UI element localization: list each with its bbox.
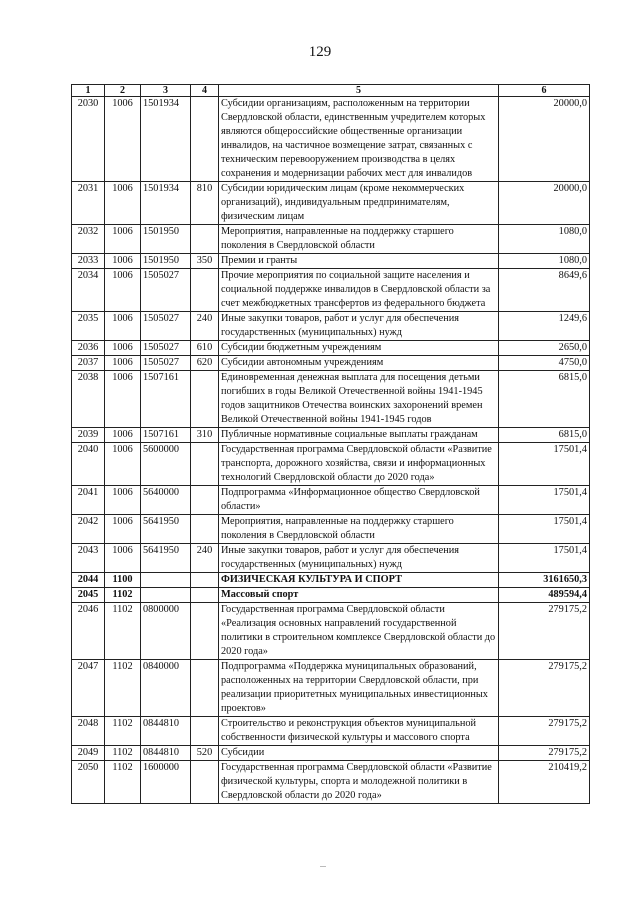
row-expense-type <box>191 603 219 660</box>
row-target-article: 5641950 <box>141 515 191 544</box>
row-name: Субсидии бюджетным учреждениям <box>219 341 499 356</box>
row-target-article: 1501934 <box>141 182 191 225</box>
row-name: Субсидии автономным учреждениям <box>219 356 499 371</box>
table-row <box>72 717 590 746</box>
table-row <box>72 573 590 588</box>
table-row <box>72 312 590 341</box>
row-amount: 8649,6 <box>499 269 590 312</box>
row-amount: 1080,0 <box>499 254 590 269</box>
row-expense-type <box>191 515 219 544</box>
row-section-code: 1102 <box>105 746 141 761</box>
row-target-article: 1501950 <box>141 225 191 254</box>
page-number: 129 <box>308 44 332 60</box>
row-expense-type: 810 <box>191 182 219 225</box>
row-target-article: 1505027 <box>141 269 191 312</box>
table-row <box>72 269 590 312</box>
row-amount: 1080,0 <box>499 225 590 254</box>
header-col-5: 5 <box>219 85 499 97</box>
row-expense-type: 310 <box>191 428 219 443</box>
row-number: 2049 <box>72 746 105 761</box>
row-expense-type <box>191 269 219 312</box>
row-amount: 279175,2 <box>499 717 590 746</box>
row-expense-type <box>191 717 219 746</box>
budget-table <box>71 84 590 804</box>
row-target-article: 1505027 <box>141 341 191 356</box>
table-row <box>72 544 590 573</box>
row-target-article: 5641950 <box>141 544 191 573</box>
row-section-code: 1006 <box>105 269 141 312</box>
row-amount: 6815,0 <box>499 428 590 443</box>
row-name: Подпрограмма «Информационное общество Свердловской области» <box>219 486 499 515</box>
row-amount: 279175,2 <box>499 746 590 761</box>
row-name: Единовременная денежная выплата для посещения детьми погибших в годы Великой Отечественной войны 1941-1945 годов защитников Отечества воинских захоронений времен Великой Отечественной войны 1941-1945 годов <box>219 371 499 428</box>
row-number: 2039 <box>72 428 105 443</box>
row-amount: 279175,2 <box>499 660 590 717</box>
row-section-code: 1006 <box>105 182 141 225</box>
row-number: 2044 <box>72 573 105 588</box>
row-section-code: 1006 <box>105 515 141 544</box>
row-number: 2036 <box>72 341 105 356</box>
row-amount: 17501,4 <box>499 544 590 573</box>
row-target-article: 0844810 <box>141 746 191 761</box>
row-section-code: 1102 <box>105 761 141 804</box>
row-number: 2031 <box>72 182 105 225</box>
row-section-code: 1102 <box>105 588 141 603</box>
row-section-code: 1006 <box>105 225 141 254</box>
row-section-code: 1102 <box>105 660 141 717</box>
row-name: Государственная программа Свердловской области «Развитие физической культуры, спорта и молодежной политики в Свердловской области до 2020 года» <box>219 761 499 804</box>
row-section-code: 1006 <box>105 97 141 182</box>
row-expense-type <box>191 225 219 254</box>
row-amount: 210419,2 <box>499 761 590 804</box>
row-name: Публичные нормативные социальные выплаты гражданам <box>219 428 499 443</box>
row-target-article: 1505027 <box>141 312 191 341</box>
row-expense-type <box>191 443 219 486</box>
row-number: 2047 <box>72 660 105 717</box>
header-col-1: 1 <box>72 85 105 97</box>
row-section-code: 1006 <box>105 341 141 356</box>
table-row <box>72 660 590 717</box>
table-header-row <box>72 85 590 97</box>
row-expense-type: 610 <box>191 341 219 356</box>
row-number: 2043 <box>72 544 105 573</box>
row-amount: 17501,4 <box>499 486 590 515</box>
row-target-article: 1507161 <box>141 428 191 443</box>
row-section-code: 1102 <box>105 717 141 746</box>
table-row <box>72 486 590 515</box>
scan-mark <box>320 866 326 867</box>
row-expense-type <box>191 660 219 717</box>
row-name: Прочие мероприятия по социальной защите населения и социальной поддержке инвалидов в Свердловской области за счет межбюджетных трансфертов из федерального бюджета <box>219 269 499 312</box>
row-target-article: 0844810 <box>141 717 191 746</box>
row-target-article: 1505027 <box>141 356 191 371</box>
row-target-article: 0840000 <box>141 660 191 717</box>
row-target-article: 5640000 <box>141 486 191 515</box>
row-number: 2038 <box>72 371 105 428</box>
table-row <box>72 443 590 486</box>
row-expense-type <box>191 761 219 804</box>
row-section-code: 1006 <box>105 254 141 269</box>
table-row <box>72 341 590 356</box>
row-number: 2032 <box>72 225 105 254</box>
row-name: Мероприятия, направленные на поддержку старшего поколения в Свердловской области <box>219 515 499 544</box>
row-target-article: 0800000 <box>141 603 191 660</box>
row-amount: 20000,0 <box>499 182 590 225</box>
header-col-4: 4 <box>191 85 219 97</box>
row-number: 2042 <box>72 515 105 544</box>
row-target-article: 1501950 <box>141 254 191 269</box>
row-amount: 1249,6 <box>499 312 590 341</box>
row-number: 2050 <box>72 761 105 804</box>
row-amount: 17501,4 <box>499 443 590 486</box>
row-number: 2034 <box>72 269 105 312</box>
row-amount: 3161650,3 <box>499 573 590 588</box>
row-section-code: 1006 <box>105 544 141 573</box>
row-number: 2040 <box>72 443 105 486</box>
table-row <box>72 428 590 443</box>
header-col-3: 3 <box>141 85 191 97</box>
table-row <box>72 225 590 254</box>
row-amount: 20000,0 <box>499 97 590 182</box>
header-col-2: 2 <box>105 85 141 97</box>
row-section-code: 1006 <box>105 312 141 341</box>
row-name: ФИЗИЧЕСКАЯ КУЛЬТУРА И СПОРТ <box>219 573 499 588</box>
table-row <box>72 588 590 603</box>
row-number: 2030 <box>72 97 105 182</box>
row-target-article: 5600000 <box>141 443 191 486</box>
row-expense-type: 520 <box>191 746 219 761</box>
row-amount: 489594,4 <box>499 588 590 603</box>
row-target-article: 1507161 <box>141 371 191 428</box>
row-name: Премии и гранты <box>219 254 499 269</box>
row-number: 2045 <box>72 588 105 603</box>
row-name: Государственная программа Свердловской области «Реализация основных направлений государственной политики в строительном комплексе Свердловской области до 2020 года» <box>219 603 499 660</box>
row-number: 2037 <box>72 356 105 371</box>
table-row <box>72 515 590 544</box>
row-target-article: 1501934 <box>141 97 191 182</box>
row-expense-type: 240 <box>191 544 219 573</box>
table-row <box>72 254 590 269</box>
row-expense-type: 350 <box>191 254 219 269</box>
row-expense-type <box>191 486 219 515</box>
row-section-code: 1006 <box>105 443 141 486</box>
row-number: 2048 <box>72 717 105 746</box>
row-name: Строительство и реконструкция объектов муниципальной собственности физической культуры и массового спорта <box>219 717 499 746</box>
row-name: Субсидии <box>219 746 499 761</box>
row-expense-type: 620 <box>191 356 219 371</box>
row-expense-type <box>191 97 219 182</box>
table-row <box>72 182 590 225</box>
row-name: Государственная программа Свердловской области «Развитие транспорта, дорожного хозяйства, связи и информационных технологий Свердловской области до 2020 года» <box>219 443 499 486</box>
table-row <box>72 97 590 182</box>
row-section-code: 1006 <box>105 356 141 371</box>
row-name: Субсидии юридическим лицам (кроме некоммерческих организаций), индивидуальным предпринимателям, физическим лицам <box>219 182 499 225</box>
table-row <box>72 371 590 428</box>
table-row <box>72 356 590 371</box>
row-name: Субсидии организациям, расположенным на территории Свердловской области, единственным учредителем которых являются общероссийские общественные организации инвалидов, на частичное возмещение затрат, связанных с техническим перевооружением производства в целях сохранения и модернизации рабочих мест для инвалидов <box>219 97 499 182</box>
row-number: 2046 <box>72 603 105 660</box>
row-expense-type <box>191 573 219 588</box>
row-target-article: 1600000 <box>141 761 191 804</box>
row-number: 2035 <box>72 312 105 341</box>
row-name: Массовый спорт <box>219 588 499 603</box>
table-row <box>72 761 590 804</box>
row-amount: 279175,2 <box>499 603 590 660</box>
row-number: 2041 <box>72 486 105 515</box>
row-section-code: 1102 <box>105 603 141 660</box>
row-amount: 2650,0 <box>499 341 590 356</box>
row-name: Иные закупки товаров, работ и услуг для обеспечения государственных (муниципальных) нужд <box>219 312 499 341</box>
row-expense-type <box>191 371 219 428</box>
row-expense-type: 240 <box>191 312 219 341</box>
row-target-article <box>141 588 191 603</box>
header-col-6: 6 <box>499 85 590 97</box>
row-section-code: 1006 <box>105 371 141 428</box>
row-expense-type <box>191 588 219 603</box>
row-name: Подпрограмма «Поддержка муниципальных образований, расположенных на территории Свердловской области, при реализации приоритетных муниципальных инвестиционных проектов» <box>219 660 499 717</box>
row-amount: 6815,0 <box>499 371 590 428</box>
row-amount: 17501,4 <box>499 515 590 544</box>
row-name: Иные закупки товаров, работ и услуг для обеспечения государственных (муниципальных) нужд <box>219 544 499 573</box>
row-section-code: 1006 <box>105 428 141 443</box>
row-name: Мероприятия, направленные на поддержку старшего поколения в Свердловской области <box>219 225 499 254</box>
table-row <box>72 746 590 761</box>
row-section-code: 1006 <box>105 486 141 515</box>
row-number: 2033 <box>72 254 105 269</box>
row-target-article <box>141 573 191 588</box>
row-section-code: 1100 <box>105 573 141 588</box>
table-row <box>72 603 590 660</box>
row-amount: 4750,0 <box>499 356 590 371</box>
